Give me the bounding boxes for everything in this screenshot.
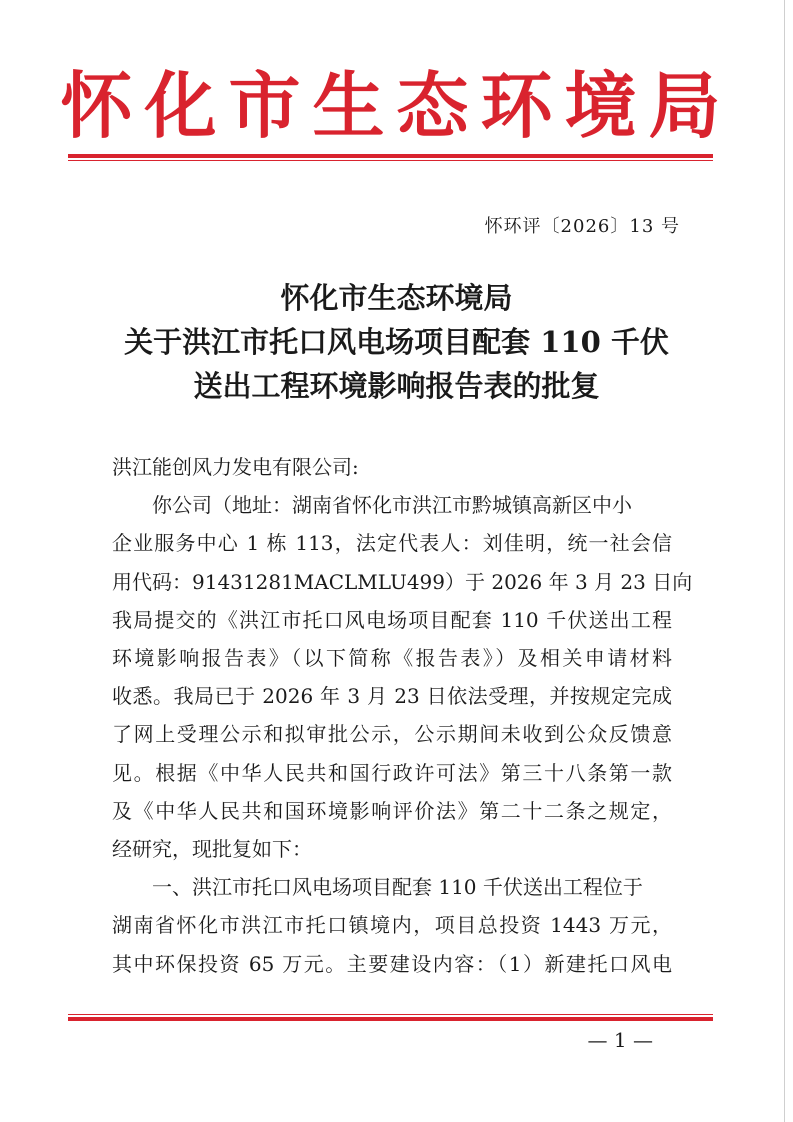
footer-rule-thick: [68, 1017, 713, 1021]
paragraph-2: [112, 868, 672, 983]
document-title: [0, 276, 793, 408]
paragraph-1-line: 你公司（地址：湖南省怀化市洪江市黔城镇高新区中小: [152, 493, 632, 518]
paragraph-1-line: 用代码：91431281MACLMLU499）于 2026 年 3 月 23 日向: [112, 569, 693, 594]
paragraph-1-line: 企业服务中心 1 栋 113，法定代表人：刘佳明，统一社会信: [112, 531, 672, 556]
masthead-rule-thick: [68, 154, 713, 158]
paragraph-2-line: 湖南省怀化市洪江市托口镇境内，项目总投资 1443 万元，: [112, 913, 672, 938]
masthead-rule-thin: [68, 160, 713, 161]
agency-masthead: 怀化市生态环境局: [60, 63, 733, 148]
paragraph-1-line: 环境影响报告表》（以下简称《报告表》）及相关申请材料: [112, 646, 672, 671]
addressee: 洪江能创风力发电有限公司:: [112, 455, 359, 479]
paragraph-1-line: 及《中华人民共和国环境影响评价法》第二十二条之规定，: [112, 798, 672, 823]
document-body: [112, 448, 693, 983]
paragraph-1-line: 收悉。我局已于 2026 年 3 月 23 日依法受理，并按规定完成: [112, 684, 672, 709]
footer-rule-thin: [68, 1014, 713, 1015]
title-line-1: 怀化市生态环境局: [280, 281, 513, 315]
paragraph-2-line: 其中环保投资 65 万元。主要建设内容：（1）新建托口风电: [112, 951, 672, 976]
paragraph-1: [112, 486, 693, 868]
page-number: — 1 —: [587, 1028, 653, 1052]
paragraph-1-line: 见。根据《中华人民共和国行政许可法》第三十八条第一款: [112, 760, 672, 785]
footer-rule: [68, 1014, 713, 1022]
document-number: 怀环评〔2026〕13 号: [484, 216, 680, 237]
title-line-2: 关于洪江市托口风电场项目配套 110 千伏: [124, 325, 669, 359]
title-line-3: 送出工程环境影响报告表的批复: [193, 369, 600, 403]
paragraph-1-line: 我局提交的《洪江市托口风电场项目配套 110 千伏送出工程: [112, 607, 672, 632]
scan-edge: [784, 0, 785, 1122]
paragraph-1-line: 了网上受理公示和拟审批公示，公示期间未收到公众反馈意: [112, 722, 672, 747]
paragraph-1-line: 经研究，现批复如下：: [112, 837, 312, 862]
paragraph-2-line: 一、洪江市托口风电场项目配套 110 千伏送出工程位于: [152, 875, 643, 900]
masthead-rule: [68, 154, 713, 162]
